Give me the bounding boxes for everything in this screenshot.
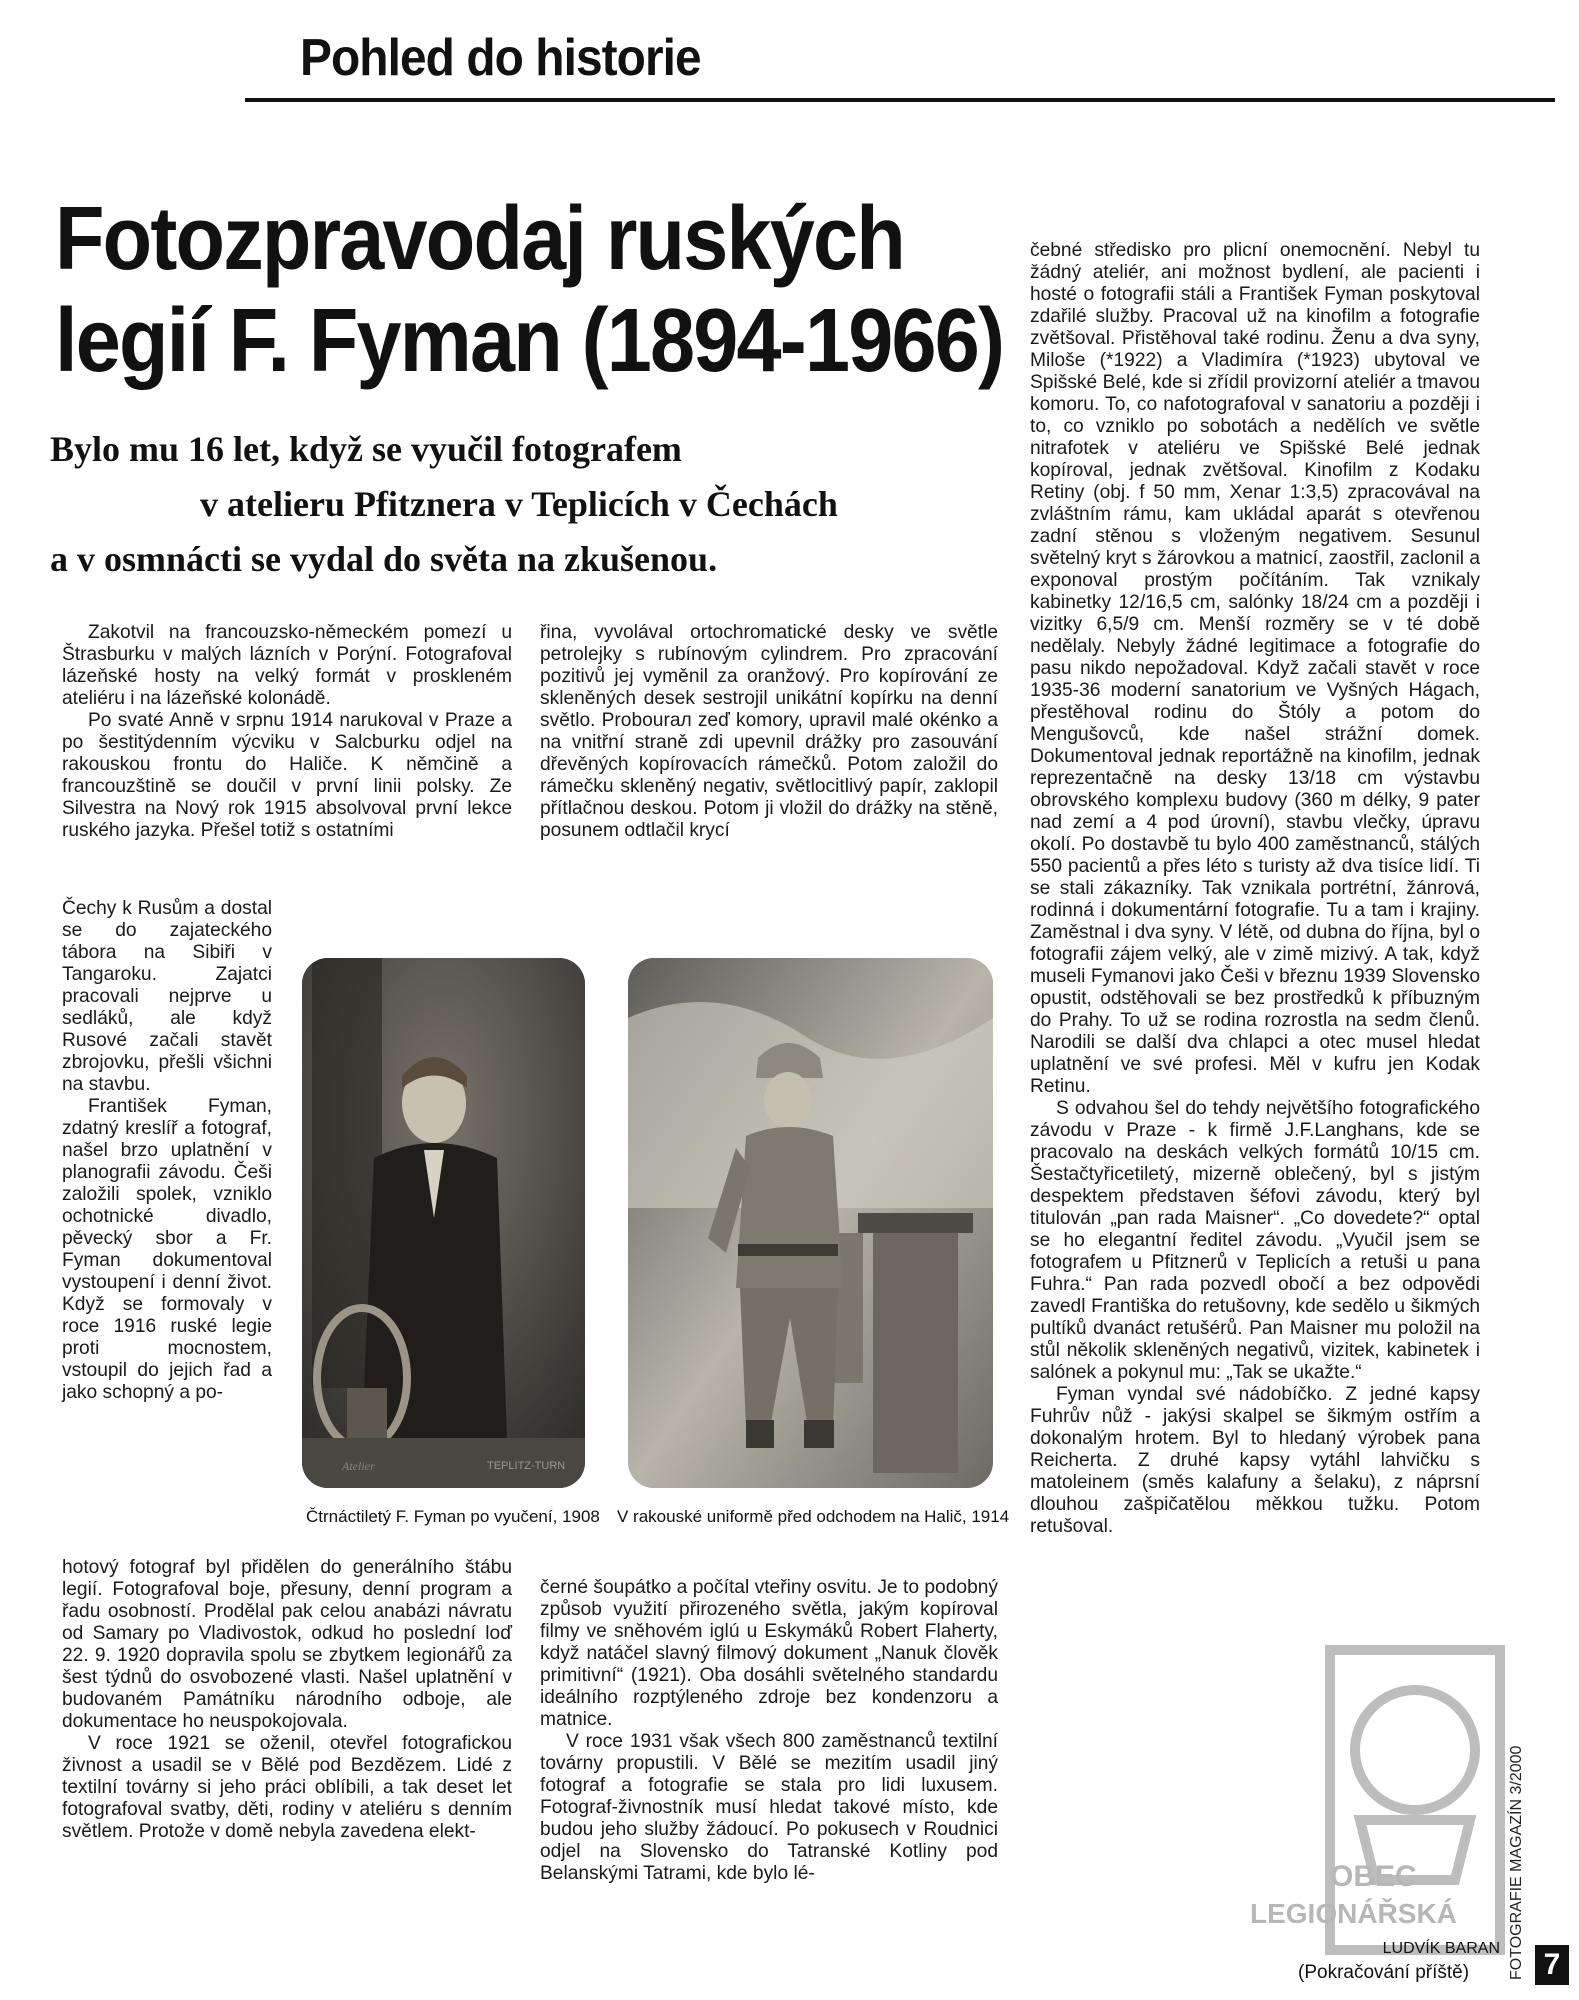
- caption-right: V rakouské uniformě před odchodem na Halič, 1914: [617, 1507, 1010, 1526]
- page-number: 7: [1535, 1945, 1569, 1985]
- watermark-stamp: [1250, 1640, 1530, 1960]
- paragraph: řina, vyvolával ortochromatické desky ve světle petrolejky s rubínovým cylindrem. Pro zpracování pozitivů jej vyměnil za oranžový. Pro kopírování ze skleněných desek sestrojil unikátní kopírku na denní světlo. Probourал zeď komory, upravil malé okénko a na vnitřní straně zdi upevnil drážky pro zasouvání dřevěných kopírovacích rámečků. Potom založil do rámečku skleněný negativ, světlocitlivý papír, zaklopil přítlačnou deskou. Potom ji vložil do drážky na stěně, posunem odtlačil krycí: [540, 622, 998, 841]
- portrait-image: [302, 958, 585, 1488]
- paragraph: V roce 1931 však všech 800 zaměstnanců textilní továrny propustili. V Bělé se mezitím usadil jiný fotograf a fotografie se stala pro lidi luxusem. Fotograf-živnostník musí hledat takové místo, kde budou jeho služby žádoucí. Po pokusech v Roudnici odjel na Slovensko do Tatranské Kotliny pod Belanskými Tatrami, kde bylo lé-: [540, 1731, 998, 1884]
- caption-left: Čtrnáctiletý F. Fyman po vyučení, 1908: [306, 1507, 600, 1526]
- paragraph: černé šoupátko a počítal vteřiny osvitu. Je to podobný způsob využití přirozeného světla, jakým kopíroval filmy ve sněhovém iglú u Eskymáků Robert Flaherty, když natáčel slavný filmový dokument „Nanuk člověk primitivní“ (1921). Oba dosáhli světelného standardu ideálního rozptýleného zdroje bez kondenzoru a matnice.: [540, 1577, 998, 1730]
- paragraph: čebné středisko pro plicní onemocnění. Nebyl tu žádný ateliér, ani možnost bydlení, ale pacienti i hosté o fotografii stáli a František Fyman poskytoval zdařilé služby. Pracoval už na kinofilm a fotografie zvětšoval. Přistěhoval také rodinu. Ženu a dva syny, Miloše (*1922) a Vladimíra (*1923) ubytoval ve Spišské Belé, kde si zřídil provizorní ateliér a tmavou komoru. To, co nafotografoval v sanatoriu a později i to, co vzniklo po sobotách a nedělích ve světle nitrafotek v ateliéru ve Spišské Belé jednak kopíroval, jednak zvětšoval. Kinofilm z Kodaku Retiny (obj. f 50 mm, Xenar 1:3,5) zpracovával na zvláštním rámu, kam ukládal aparát s otevřenou zadní stěnou s vloženým negativem. Sesunul světelný kryt s žárovkou a matnicí, zaostřil, zaclonil a exponoval prostým počítáním. Tak vznikaly kabinetky 12/16,5 cm, salónky 18/24 cm a později i vizitky 6,5/9 cm. Menší rozměry se v té době nedělaly. Nebyly žádné legitimace a fotografie do pasu nikdo nepožadoval. Když začali stavět v roce 1935-36 moderní sanatorium ve Vyšných Hágach, přestěhoval rodinu do Štóly a potom do Mengušovců, kde našel strážní domek. Dokumentoval jednak reportážně na kinofilm, jednak reprezentačně na desky 13/18 cm výstavbu obrovského komplexu budovy (360 m délky, 9 pater nad zemí a 4 pod úrovní), stavbu vlečky, úpravu okolí. Po dostavbě tu bylo 400 zaměstnanců, stálých 550 pacientů a přes léto s turisty až dva tisíce lidí. Ti se stali zákazníky. Tak vznikala portrétní, žánrová, rodinná i dokumentární fotografie. Tu a tam i krajiny. Zaměstnal i dva syny. V létě, od dubna do října, byl o fotografii zájem velký, ale v zimě mizivý. A tak, když museli Fymanovi jako Češi v březnu 1939 Slovensko opustit, odstěhovali se bez prostředků k příbuzným do Prahy. To už se rodina rozrostla na sedm členů. Narodili se další dva chlapci a otec musel hledat uplatnění ve své profesi. Měl v kufru jen Kodak Retinu.: [1030, 240, 1481, 1097]
- paragraph: V roce 1921 se oženil, otevřel fotografickou živnost a usadil se v Bělé pod Bezdězem. Lidé z textilní továrny si jeho práci oblíbili, a tak deset let fotografoval svatby, děti, rodiny v ateliéru s denním světlem. Protože v domě nebyla zavedena elekt-: [62, 1733, 512, 1842]
- paragraph: Zakotvil na francouzsko-německém pomezí u Štrasburku v malých lázních v Porýní. Fotografoval lázeňské hosty na velký formát v proskleném ateliéru i na lázeňské kolonádě.: [62, 622, 512, 709]
- sidebar-text: FOTOGRAFIE MAGAZÍN 3/2000: [1508, 1745, 1525, 1980]
- subhead-line-1: Bylo mu 16 let, když se vyučil fotografem: [50, 429, 682, 469]
- paragraph: Čechy k Rusům a dostal se do zajateckého tábora na Sibiři v Tangaroku. Zajatci pracovali nejprve u sedláků, ale když Rusové začali stavět zbrojovku, přešli všichni na stavbu.: [62, 898, 272, 1095]
- photo-imprint: TEPLITZ-TURN: [487, 1460, 566, 1472]
- column-1-bottom: [62, 1557, 512, 1843]
- headline: [55, 188, 1004, 392]
- continued-note: (Pokračování příště): [1298, 1962, 1470, 1983]
- byline: LUDVÍK BARAN: [1382, 1940, 1500, 1957]
- headline-line-2: legií F. Fyman (1894-1966): [55, 291, 1004, 391]
- photo-uniform: [628, 958, 993, 1488]
- sidebar-magazine: [1508, 1690, 1538, 1980]
- photo-young-fyman: [302, 958, 585, 1488]
- subhead-line-2: v atelieru Pfitznera v Teplicích v Čechách: [200, 484, 838, 524]
- soldier-image: [628, 958, 993, 1488]
- paragraph: Fyman vyndal své nádobíčko. Z jedné kapsy Fuhrův nůž - jakýsi skalpel se šikmým ostřím a dokonalým hrotem. Byl to hledaný výrobek pana Reicherta. Z druhé kapsy vytáhl lahvičku s matoleinem (směs kalafuny a šelaku), z náprsní dlouhou zašpičatělou měkkou tužku. Potom retušoval.: [1030, 1384, 1480, 1537]
- column-3: [1030, 240, 1480, 1538]
- paragraph: Po svaté Anně v srpnu 1914 narukoval v Praze a po šestitýdenním výcviku v Salcburku odjel na rakouskou frontu do Haliče. K němčině a francouzštině se doučil v první linii polsky. Ze Silvestra na Nový rok 1915 absolvoval první lekce ruského jazyka. Přešel totiž s ostatními: [62, 710, 512, 841]
- svg-text:Atelier: Atelier: [342, 1459, 375, 1473]
- column-2-bottom: [540, 1577, 998, 1885]
- subhead-line-3: a v osmnácti se vydal do světa na zkušenou.: [50, 539, 718, 579]
- header-rule: [245, 98, 1555, 102]
- column-2-top: [540, 622, 998, 842]
- watermark-text-1: OBEC: [1330, 1860, 1417, 1893]
- watermark-text-2: LEGIONÁŘSKÁ: [1250, 1898, 1457, 1929]
- paragraph: hotový fotograf byl přidělen do generálního štábu legií. Fotografoval boje, přesuny, denní program a řadu osobností. Prodělal pak celou anabázi návratu od Samary po Vladivostok, odkud ho poslední loď 22. 9. 1920 dopravila spolu se zbytkem legionářů za šest týdnů do osvobozené vlasti. Našel uplatnění v budovaném Památníku národního odboje, ale dokumentace ho neuspokojovala.: [62, 1557, 512, 1732]
- column-1-narrow: [62, 898, 272, 1404]
- section-title: Pohled do historie: [300, 29, 701, 87]
- column-1-top: [62, 622, 512, 842]
- paragraph: S odvahou šel do tehdy největšího fotografického závodu v Praze - k firmě J.F.Langhans, kde se pracovalo na deskách velkých formátů 10/15 cm. Šestačtyřicetiletý, mizerně oblečený, byl s jistým despektem představen šéfovi závodu, který byl titulován „pan rada Maisner“. „Co dovedete?“ optal se ho elegantní ředitel závodu. „Vyučil jsem se fotografem u Pfitznerů v Teplicích a retuši u pana Fuhra.“ Pan rada pozvedl obočí a bez odpovědi zavedl Františka do retušovny, kde sedělo u šikmých pultíků dvanáct retušérů. Pan Maisner mu položil na stůl několik skleněných negativů, vizitek, kabinetek i salónek a pokynul mu: „Tak se ukažte.“: [1030, 1098, 1480, 1383]
- headline-line-1: Fotozpravodaj ruských: [55, 189, 904, 289]
- paragraph: František Fyman, zdatný kreslíř a fotograf, našel brzo uplatnění v planografii závodu. Češi založili spolek, vzniklo ochotnické divadlo, pěvecký sbor a Fr. Fyman dokumentoval vystoupení i denní život. Když se formovaly v roce 1916 ruské legie proti mocnostem, vstoupil do jejich řad a jako schopný a po-: [62, 1096, 272, 1403]
